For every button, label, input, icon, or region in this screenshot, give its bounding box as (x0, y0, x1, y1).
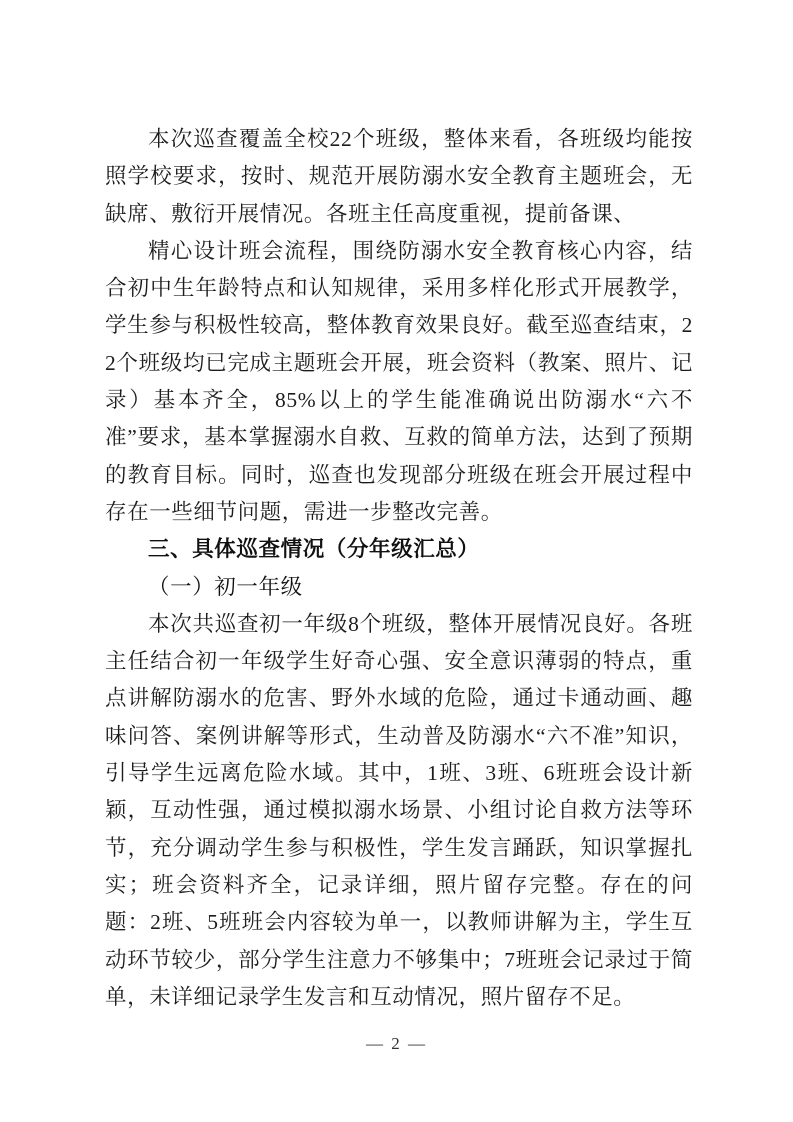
subsection-heading: （一）初一年级 (148, 574, 303, 599)
section-heading: 三、具体巡查情况（分年级汇总） (148, 537, 480, 562)
intro-paragraph-2: 精心设计班会流程，围绕防溺水安全教育核心内容，结合初中生年龄特点和认知规律，采用多样化形式开展教学，学生参与积极性较高，整体教育效果良好。截至巡查结束，22个班级均已完成主题班会开展，班会资料（教案、照片、记录）基本齐全，85%以上的学生能准确说出防溺水“六不准”要求，基本掌握溺水自救、互救的简单方法，达到了预期的教育目标。同时，巡查也发现部分班级在班会开展过程中存在一些细节问题，需进一步整改完善。 (105, 238, 693, 524)
page-number: — 2 — (366, 1034, 427, 1053)
grade-one-paragraph: 本次共巡查初一年级8个班级，整体开展情况良好。各班主任结合初一年级学生好奇心强、安全意识薄弱的特点，重点讲解防溺水的危害、野外水域的危险，通过卡通动画、趣味问答、案例讲解等形式，生动普及防溺水“六不准”知识，引导学生远离危险水域。其中，1班、3班、6班班会设计新颖，互动性强，通过模拟溺水场景、小组讨论自救方法等环节，充分调动学生参与积极性，学生发言踊跃，知识掌握扎实；班会资料齐全，记录详细，照片留存完整。存在的问题：2班、5班班会内容较为单一，以教师讲解为主，学生互动环节较少，部分学生注意力不够集中；7班班会记录过于简单，未详细记录学生发言和互动情况，照片留存不足。 (105, 611, 693, 1009)
document-body (105, 121, 693, 1016)
intro-paragraph-1: 本次巡查覆盖全校22个班级，整体来看，各班级均能按照学校要求，按时、规范开展防溺水安全教育主题班会，无缺席、敷衍开展情况。各班主任高度重视，提前备课、 (105, 127, 693, 226)
